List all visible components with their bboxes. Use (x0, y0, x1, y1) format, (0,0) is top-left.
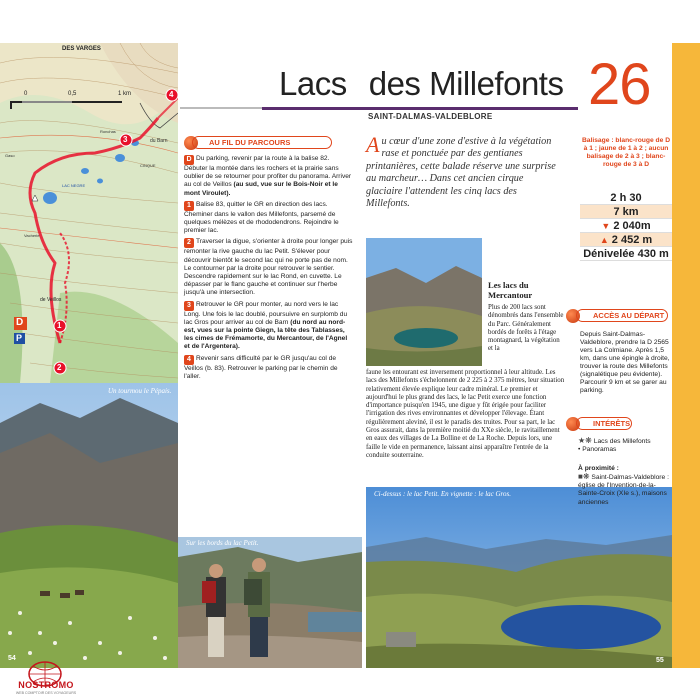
stat-alt-max-value: 2 452 m (611, 234, 653, 246)
guidebook-spread (0, 43, 700, 668)
step-badge-d: D (184, 155, 194, 165)
step-bold-3: (du nord au nord-est, vues sur la pointe Giegn, la tête des Tablasses, les cimes de Frémamorte, du Mercantour, de l'Agnel et de l'Argentera). (184, 318, 348, 351)
proximite-item (578, 473, 672, 507)
page-number-left: 54 (8, 655, 16, 662)
proximite-text: Saint-Dalmas-Valdeblore : église de l'Invention-de-la-Sainte-Croix (XIe s.), maisons anciennes (578, 473, 669, 506)
lacs-body-text: faune les entourant est inversement proportionnel à leur altitude. Les lacs des Millefonts s'échelonnent de 2 225 à 2 375 mètres, leur situation relativement élevée explique leur cadre minéral. Le premier et aujourd'hui le plus grand des lacs, le lac Petit exerce une fonction d'importance puisqu'en 1945, une digue y fût érigée pour faciliter l'irrigation des rives environnantes et développer l'élevage. Étant régulièrement aleviné, il est le paradis des truites. Pour sa part, le lac Gros assurait, dans la première moitié du XXe siècle, le ravitaillement en eaux des villages de La Bolline et de La Roche. Depuis lors, une faille le vide en permanence, laissant ainsi apparaître l'entrée de la conduite souterraine. (366, 369, 565, 459)
star-icon: ★❋ (578, 436, 592, 445)
step-text-d: Du parking, revenir par la route à la balise 82. Débuter la montée dans les rochers et la prairie sans oublier de se retourner pour profiter du panorama. Arriver au col de Veillos (184, 155, 352, 189)
step-1 (184, 201, 354, 236)
interet-item-panoramas-text: Panoramas (582, 446, 617, 454)
caption-photo-left: Un tourmou le Pépais. (108, 387, 172, 395)
photo-lac-gros-image (366, 238, 482, 366)
intro-body: u cœur d'une zone d'estive à la végétation rase et ponctuée par des gentianes printanières, cette balade réserve une surprise au marcheur… Dans cet ancien cirque glaciaire l'attendent les cinq lacs des Millefonts. (366, 136, 556, 210)
map-label-barn: du Barn (150, 138, 168, 144)
map-start-marker: D (16, 317, 24, 328)
step-text-2: Traverser la digue, s'orienter à droite pour longer puis remonter la rive gauche du lac Petit. S'élever pour découvrir bientôt le second lac qui ne porte pas de nom. Le contourner par la droite pour retrouver le sentier. Descendre rapidement sur le lac Rond, en cuvette. Le dépasser par le flanc gauche et continuer sur l'herbe jusqu'à une intersection. (184, 238, 353, 297)
logo-name: NOSTROMO (18, 680, 74, 690)
church-icon: ■❋ (578, 471, 590, 481)
stat-alt-min-value: 2 040m (613, 220, 651, 232)
map-label-ronchas: Ronchas (100, 129, 116, 134)
interets-heading: INTÉRÊTS (576, 417, 632, 430)
step-4 (184, 355, 354, 381)
map-label-vacherie: Vacherie (24, 233, 40, 238)
map-label-varges: DES VARGES (62, 46, 101, 52)
map-label-cinque: CINQUE (140, 163, 156, 168)
step-3 (184, 301, 354, 352)
step-badge-2: 2 (184, 238, 194, 248)
proximite-label: À proximité : (578, 464, 619, 472)
stat-duration (580, 191, 672, 205)
title-part2: des Millefonts (368, 65, 564, 102)
map-label-lac-negre: LAC NEGRE (62, 183, 86, 188)
title-rule (262, 107, 578, 110)
stat-alt-max (580, 233, 672, 247)
step-badge-1: 1 (184, 201, 194, 211)
map-label-gaso: Gaso (5, 153, 15, 158)
step-badge-4: 4 (184, 355, 194, 365)
stat-alt-min (580, 219, 672, 233)
triangle-up-icon: ▲ (599, 235, 609, 245)
stat-distance (580, 205, 672, 219)
step-text-3: Retrouver le GR pour monter, au nord vers le lac Long. Une fois le lac doublé, poursuivre en surplomb du lac Gros pour arriver au col de Barn (184, 300, 348, 326)
stat-distance-value: 7 km (613, 206, 639, 218)
page-number-right: 55 (656, 657, 664, 664)
photo-lac-gros (366, 238, 482, 366)
page-title (279, 65, 563, 103)
interet-item-lacs-text: Lacs des Millefonts (593, 438, 651, 445)
map-waypoint-1: 1 (57, 321, 62, 330)
map-waypoint-3: 3 (123, 135, 128, 144)
map-scale-0: 0 (24, 91, 28, 97)
title-part1: Lacs (279, 65, 347, 102)
photo-mountain-cows (0, 383, 178, 668)
map-scale-1km: 1 km (118, 91, 132, 97)
map-label-veillos: de Veillos (40, 297, 62, 303)
stat-denivele-value: Dénivelée 430 m (583, 248, 669, 260)
itinerary-number: 26 (588, 52, 651, 117)
map-waypoint-2: 2 (57, 363, 62, 372)
acces-text: Depuis Saint-Dalmas-Valdeblore, prendre la D 2565 vers La Colmiane. Après 1,5 km, dans une épingle à droite, trouver la route des Millefonts (signalétique peu évidente). Parcourir 9 km et se garer au parking. (580, 331, 670, 394)
photo-hikers-image (178, 537, 362, 668)
interet-item-panoramas: • Panoramas (578, 446, 617, 454)
interets-list (578, 437, 672, 507)
photo-hikers (178, 537, 362, 668)
map-parking-marker: P (16, 333, 23, 343)
caption-photo-lake: Ci-dessus : le lac Petit. En vignette : le lac Gros. (374, 490, 511, 498)
step-bold-d: (au sud, vue sur le Bois-Noir et le mont Viroulet). (184, 181, 338, 197)
stats-box (580, 191, 672, 261)
parcours-text (184, 155, 354, 384)
stat-denivele (580, 247, 672, 261)
title-rule-grey (180, 107, 262, 109)
stat-duration-value: 2 h 30 (610, 192, 642, 204)
caption-photo-hikers: Sur les bords du lac Petit. (186, 539, 259, 547)
balisage-info: Balisage : blanc-rouge de D à 1 ; jaune de 1 à 2 ; aucun balisage de 2 à 3 ; blanc-rouge de 3 à D (581, 137, 671, 168)
photo-lac-petit-image (366, 487, 672, 668)
map-waypoint-4: 4 (169, 90, 174, 99)
interet-item-lacs (578, 437, 672, 446)
lacs-column-text: Plus de 200 lacs sont dénombrés dans l'ensemble du Parc. Généralement bordés de forêts à l'étage montagnard, la végétation et la (488, 304, 564, 353)
photo-mountain-cows-image (0, 383, 178, 668)
step-2 (184, 238, 354, 297)
step-text-4: Revenir sans difficulté par le GR jusqu'au col de Veillos (b. 83). Retrouver le parking par le chemin de l'aller. (184, 354, 338, 380)
triangle-down-icon: ▼ (601, 221, 611, 231)
intro-text (366, 132, 562, 210)
map-scale-half: 0,5 (68, 91, 77, 97)
page-subtitle: SAINT-DALMAS-VALDEBLORE (368, 112, 493, 121)
topo-map (0, 43, 178, 383)
parcours-heading: AU FIL DU PARCOURS (192, 136, 332, 149)
photo-lac-petit (366, 487, 672, 668)
lacs-heading: Les lacs du Mercantour (488, 280, 533, 300)
step-text-1: Balise 83, quitter le GR en direction des lacs. Cheminer dans le vallon des Millefonts, parsemé de quelques mélèzes et de rhododendrons. Rejoindre le premier lac. (184, 200, 339, 235)
step-d (184, 155, 354, 198)
orange-edge-bar (672, 43, 700, 668)
intro-dropcap: A (366, 132, 380, 157)
logo-tagline: WEB COMPTOIR DES VOYAGEURS (15, 691, 77, 695)
acces-heading: ACCÈS AU DÉPART (576, 309, 668, 322)
step-badge-3: 3 (184, 301, 194, 311)
